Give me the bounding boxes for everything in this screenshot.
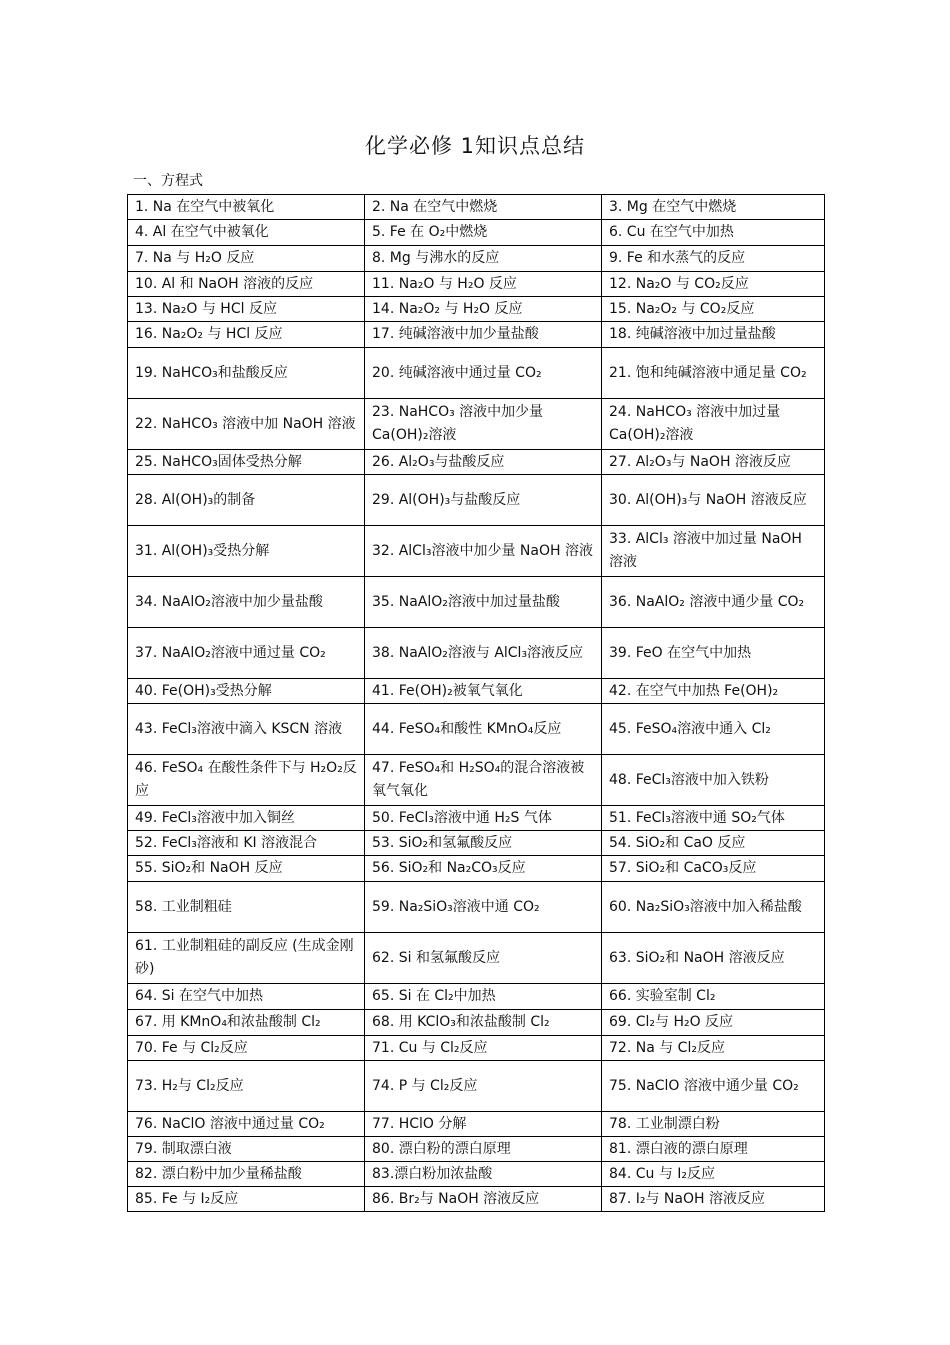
table-cell: 53. SiO₂和氢氟酸反应 (365, 831, 602, 856)
table-cell: 83.漂白粉加浓盐酸 (365, 1162, 602, 1187)
table-cell: 14. Na₂O₂ 与 H₂O 反应 (365, 297, 602, 322)
table-cell: 29. Al(OH)₃与盐酸反应 (365, 475, 602, 526)
table-cell: 31. Al(OH)₃受热分解 (128, 526, 365, 577)
table-cell: 30. Al(OH)₃与 NaOH 溶液反应 (602, 475, 825, 526)
table-row (128, 704, 825, 755)
equation-table (127, 194, 825, 1212)
table-row (128, 526, 825, 577)
table-cell: 39. FeO 在空气中加热 (602, 628, 825, 679)
table-cell: 2. Na 在空气中燃烧 (365, 195, 602, 220)
table-cell: 1. Na 在空气中被氧化 (128, 195, 365, 220)
page-title: 化学必修 1知识点总结 (364, 134, 586, 158)
table-cell: 5. Fe 在 O₂中燃烧 (365, 220, 602, 246)
table-cell: 6. Cu 在空气中加热 (602, 220, 825, 246)
table-cell: 64. Si 在空气中加热 (128, 984, 365, 1010)
table-cell: 36. NaAlO₂ 溶液中通少量 CO₂ (602, 577, 825, 628)
table-cell: 82. 漂白粉中加少量稀盐酸 (128, 1162, 365, 1187)
table-row (128, 856, 825, 882)
table-cell: 42. 在空气中加热 Fe(OH)₂ (602, 679, 825, 704)
table-row (128, 450, 825, 475)
table-row (128, 475, 825, 526)
table-cell: 51. FeCl₃溶液中通 SO₂气体 (602, 806, 825, 831)
table-cell: 43. FeCl₃溶液中滴入 KSCN 溶液 (128, 704, 365, 755)
table-cell: 8. Mg 与沸水的反应 (365, 246, 602, 272)
table-cell: 87. I₂与 NaOH 溶液反应 (602, 1187, 825, 1212)
table-cell: 49. FeCl₃溶液中加入铜丝 (128, 806, 365, 831)
table-cell: 4. Al 在空气中被氧化 (128, 220, 365, 246)
table-cell: 21. 饱和纯碱溶液中通足量 CO₂ (602, 348, 825, 399)
table-cell: 37. NaAlO₂溶液中通过量 CO₂ (128, 628, 365, 679)
table-row (128, 882, 825, 933)
table-cell: 34. NaAlO₂溶液中加少量盐酸 (128, 577, 365, 628)
table-cell: 70. Fe 与 Cl₂反应 (128, 1036, 365, 1061)
table-row (128, 246, 825, 272)
table-row (128, 1112, 825, 1137)
table-cell: 60. Na₂SiO₃溶液中加入稀盐酸 (602, 882, 825, 933)
table-cell: 3. Mg 在空气中燃烧 (602, 195, 825, 220)
table-cell: 27. Al₂O₃与 NaOH 溶液反应 (602, 450, 825, 475)
table-cell: 81. 漂白液的漂白原理 (602, 1137, 825, 1162)
table-cell: 71. Cu 与 Cl₂反应 (365, 1036, 602, 1061)
table-cell: 54. SiO₂和 CaO 反应 (602, 831, 825, 856)
table-row (128, 1187, 825, 1212)
table-cell: 44. FeSO₄和酸性 KMnO₄反应 (365, 704, 602, 755)
table-cell: 67. 用 KMnO₄和浓盐酸制 Cl₂ (128, 1010, 365, 1036)
table-cell: 35. NaAlO₂溶液中加过量盐酸 (365, 577, 602, 628)
table-cell: 33. AlCl₃ 溶液中加过量 NaOH 溶液 (602, 526, 825, 577)
table-cell: 80. 漂白粉的漂白原理 (365, 1137, 602, 1162)
table-cell: 68. 用 KClO₃和浓盐酸制 Cl₂ (365, 1010, 602, 1036)
table-cell: 73. H₂与 Cl₂反应 (128, 1061, 365, 1112)
table-row (128, 399, 825, 450)
table-cell: 19. NaHCO₃和盐酸反应 (128, 348, 365, 399)
table-row (128, 831, 825, 856)
table-cell: 32. AlCl₃溶液中加少量 NaOH 溶液 (365, 526, 602, 577)
table-row (128, 1137, 825, 1162)
table-cell: 9. Fe 和水蒸气的反应 (602, 246, 825, 272)
table-cell: 56. SiO₂和 Na₂CO₃反应 (365, 856, 602, 882)
table-cell: 86. Br₂与 NaOH 溶液反应 (365, 1187, 602, 1212)
table-cell: 65. Si 在 Cl₂中加热 (365, 984, 602, 1010)
table-cell: 75. NaClO 溶液中通少量 CO₂ (602, 1061, 825, 1112)
table-cell: 40. Fe(OH)₃受热分解 (128, 679, 365, 704)
table-cell: 28. Al(OH)₃的制备 (128, 475, 365, 526)
table-row (128, 1162, 825, 1187)
table-row (128, 577, 825, 628)
table-cell: 63. SiO₂和 NaOH 溶液反应 (602, 933, 825, 984)
table-cell: 62. Si 和氢氟酸反应 (365, 933, 602, 984)
table-cell: 25. NaHCO₃固体受热分解 (128, 450, 365, 475)
table-row (128, 272, 825, 297)
table-row (128, 322, 825, 348)
table-cell: 23. NaHCO₃ 溶液中加少量 Ca(OH)₂溶液 (365, 399, 602, 450)
table-cell: 13. Na₂O 与 HCl 反应 (128, 297, 365, 322)
table-cell: 61. 工业制粗硅的副反应 (生成金刚砂) (128, 933, 365, 984)
table-cell: 24. NaHCO₃ 溶液中加过量 Ca(OH)₂溶液 (602, 399, 825, 450)
table-cell: 77. HClO 分解 (365, 1112, 602, 1137)
table-row (128, 984, 825, 1010)
table-cell: 84. Cu 与 I₂反应 (602, 1162, 825, 1187)
table-cell: 11. Na₂O 与 H₂O 反应 (365, 272, 602, 297)
table-row (128, 1010, 825, 1036)
table-cell: 76. NaClO 溶液中通过量 CO₂ (128, 1112, 365, 1137)
table-cell: 48. FeCl₃溶液中加入铁粉 (602, 755, 825, 806)
table-row (128, 806, 825, 831)
table-cell: 59. Na₂SiO₃溶液中通 CO₂ (365, 882, 602, 933)
table-row (128, 755, 825, 806)
table-cell: 18. 纯碱溶液中加过量盐酸 (602, 322, 825, 348)
table-cell: 74. P 与 Cl₂反应 (365, 1061, 602, 1112)
table-row (128, 297, 825, 322)
table-cell: 20. 纯碱溶液中通过量 CO₂ (365, 348, 602, 399)
table-cell: 7. Na 与 H₂O 反应 (128, 246, 365, 272)
table-cell: 52. FeCl₃溶液和 KI 溶液混合 (128, 831, 365, 856)
table-row (128, 679, 825, 704)
table-row (128, 1036, 825, 1061)
table-cell: 16. Na₂O₂ 与 HCl 反应 (128, 322, 365, 348)
table-cell: 66. 实验室制 Cl₂ (602, 984, 825, 1010)
table-cell: 26. Al₂O₃与盐酸反应 (365, 450, 602, 475)
table-cell: 10. Al 和 NaOH 溶液的反应 (128, 272, 365, 297)
table-row (128, 348, 825, 399)
table-row (128, 220, 825, 246)
table-cell: 46. FeSO₄ 在酸性条件下与 H₂O₂反应 (128, 755, 365, 806)
table-cell: 78. 工业制漂白粉 (602, 1112, 825, 1137)
table-cell: 38. NaAlO₂溶液与 AlCl₃溶液反应 (365, 628, 602, 679)
table-cell: 58. 工业制粗硅 (128, 882, 365, 933)
table-cell: 57. SiO₂和 CaCO₃反应 (602, 856, 825, 882)
table-cell: 79. 制取漂白液 (128, 1137, 365, 1162)
table-cell: 22. NaHCO₃ 溶液中加 NaOH 溶液 (128, 399, 365, 450)
table-row (128, 933, 825, 984)
table-cell: 45. FeSO₄溶液中通入 Cl₂ (602, 704, 825, 755)
table-cell: 47. FeSO₄和 H₂SO₄的混合溶液被氧气氧化 (365, 755, 602, 806)
table-cell: 85. Fe 与 I₂反应 (128, 1187, 365, 1212)
table-row (128, 1061, 825, 1112)
table-cell: 12. Na₂O 与 CO₂反应 (602, 272, 825, 297)
table-cell: 41. Fe(OH)₂被氧气氧化 (365, 679, 602, 704)
table-cell: 17. 纯碱溶液中加少量盐酸 (365, 322, 602, 348)
table-cell: 15. Na₂O₂ 与 CO₂反应 (602, 297, 825, 322)
table-cell: 72. Na 与 Cl₂反应 (602, 1036, 825, 1061)
table-cell: 55. SiO₂和 NaOH 反应 (128, 856, 365, 882)
table-row (128, 628, 825, 679)
section-heading: 一、方程式 (133, 173, 203, 189)
table-cell: 50. FeCl₃溶液中通 H₂S 气体 (365, 806, 602, 831)
table-cell: 69. Cl₂与 H₂O 反应 (602, 1010, 825, 1036)
table-row (128, 195, 825, 220)
